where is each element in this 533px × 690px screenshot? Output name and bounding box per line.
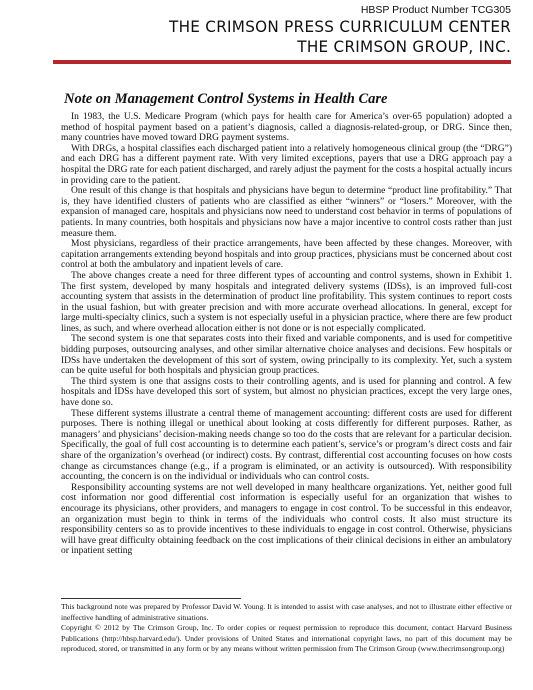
paragraph: Most physicians, regardless of their practice arrangements, have been affected by these changes. Moreover, with capitation arrangements extending beyond hospitals and into group practices, physicians must be concerned about cost control at both the ambulatory and inpatient levels of care. bbox=[61, 239, 512, 271]
footnote-note: This background note was prepared by Professor David W. Young. It is intended to assist with case analyses, and not to illustrate either effective or ineffective handling of administrative situations. bbox=[61, 602, 512, 622]
paragraph: The above changes create a need for three different types of accounting and control systems, shown in Exhibit 1. The first system, developed by many hospitals and integrated delivery systems (IDSs), is an improved full-cost accounting system that assists in the determination of product line profitability. This system continues to report costs in the usual fashion, but with greater precision and with more accurate overhead allocations. In general, except for large multi-specialty clinics, such a system is not especially useful in a physician practice, where there are few product lines, as such, and where overhead allocation either is not done or is not especially complicated. bbox=[61, 270, 512, 334]
product-number: HBSP Product Number TCG305 bbox=[360, 4, 511, 16]
paragraph: These different systems illustrate a central theme of management accounting: different costs are used for different purposes. There is nothing illegal or unethical about looking at costs differently for different purposes. Rather, as managers’ and physicians’ decision-making needs change so too do the costs that are relevant for a particular decision. Specifically, the goal of full cost accounting is to determine each patient’s, service’s or program’s direct costs and fair share of the organization’s overhead (or indirect) costs. By contrast, differential cost accounting focuses on how costs change as circumstances change (e.g., if a program is eliminated, or an activity is outsourced). With responsibility accounting, the concern is on the individual or individuals who can control costs. bbox=[61, 408, 512, 483]
paragraph: The second system is one that separates costs into their fixed and variable components, and is used for competitive bidding purposes, outsourcing analyses, and other similar alternative choice analyses and decisions. Few hospitals or IDSs have undertaken the development of this sort of system, owing principally to its complexity. Yet, such a system can be quite useful for both hospitals and physician group practices. bbox=[61, 334, 512, 377]
footnote bbox=[61, 602, 512, 655]
publisher-name: THE CRIMSON PRESS CURRICULUM CENTER bbox=[168, 17, 511, 36]
paragraph: In 1983, the U.S. Medicare Program (which pays for health care for America’s over-65 population) adopted a method of hospital payment based on a patient’s diagnosis, called a diagnosis-related-group, or DRG. Since then, many countries have moved toward DRG payment systems. bbox=[61, 112, 512, 144]
paragraph: Responsibility accounting systems are not well developed in many healthcare organizations. Yet, neither good full cost information nor good differential cost information is especially useful for an organization that wishes to encourage its physicians, other providers, and managers to engage in cost control. To be successful in this endeavor, an organization must begin to think in terms of the individuals who control costs. It also must structure its responsibility centers so as to provide incentives to these individuals to engage in cost control. Otherwise, physicians will have great difficulty obtaining feedback on the cost implications of their clinical decisions in either an ambulatory or inpatient setting bbox=[61, 482, 512, 557]
footnote-copyright: Copyright © 2012 by The Crimson Group, Inc. To order copies or request permission to reproduce this document, contact Harvard Business Publications (http://hbsp.harvard.edu/). Under provisions of United States and international copyright laws, no part of this document may be reproduced, stored, or transmitted in any form or by any means without written permission from The Crimson Group (www.thecrimsongroup.org) bbox=[61, 623, 512, 654]
paragraph: The third system is one that assigns costs to their controlling agents, and is used for planning and control. A few hospitals and IDSs have developed this sort of system, but almost no physician practices, except the very large ones, have done so. bbox=[61, 376, 512, 409]
paragraph: With DRGs, a hospital classifies each discharged patient into a relatively homogeneous clinical group (the “DRG”) and each DRG has a different payment rate. With very limited exceptions, payers that use a DRG approach pay a hospital the DRG rate for each patient discharged, and rarely adjust the payment for the costs a hospital actually incurs in providing care to the patient. bbox=[61, 143, 512, 186]
paragraph: One result of this change is that hospitals and physicians have begun to determine “product line profitability.” That is, they have identified clusters of patients who are classified as either “winners” or “losers.” Moreover, with the expansion of managed care, hospitals and physicians now need to understand cost behavior in terms of populations of patients. In many countries, both hospitals and physicians now have a major incentive to control costs rather than just measure them. bbox=[61, 186, 512, 239]
footnote-divider bbox=[61, 598, 241, 599]
document-title: Note on Management Control Systems in Health Care bbox=[64, 91, 388, 107]
document-body bbox=[61, 112, 512, 557]
header-divider bbox=[53, 60, 511, 64]
publisher-group-name: THE CRIMSON GROUP, INC. bbox=[297, 37, 511, 56]
